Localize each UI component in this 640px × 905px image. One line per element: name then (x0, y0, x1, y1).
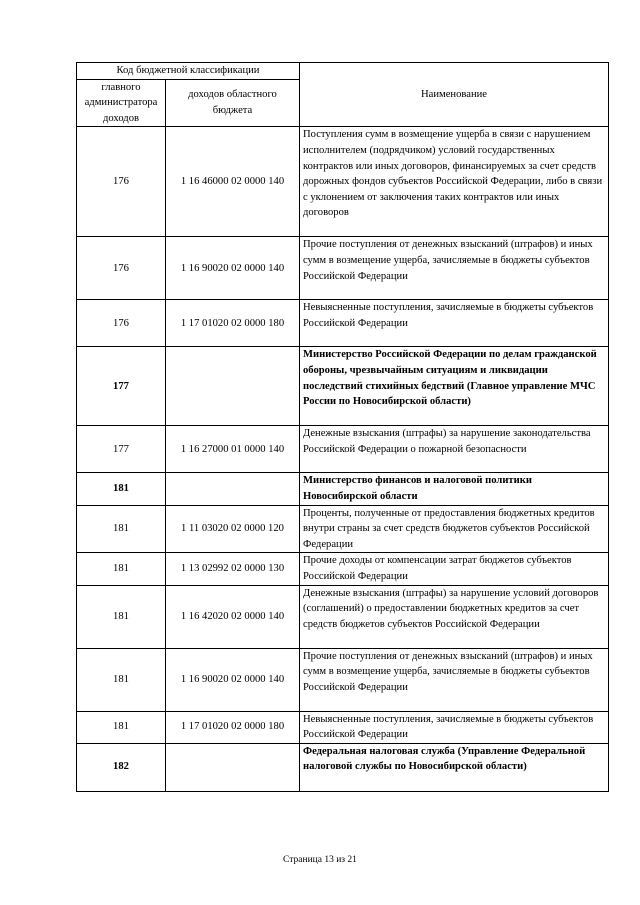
table-row (77, 127, 609, 237)
income-code-cell: 1 13 02992 02 0000 130 (166, 553, 300, 585)
table-row (77, 743, 609, 791)
income-code-cell: 1 11 03020 02 0000 120 (166, 505, 300, 553)
name-cell: Министерство Российской Федерации по делам гражданской обороны, чрезвычайным ситуациям и ликвидации последствий стихийных бедствий (Главное управление МЧС России по Новосибирской области) (300, 347, 609, 426)
name-cell: Прочие доходы от компенсации затрат бюджетов субъектов Российской Федерации (300, 553, 609, 585)
table-row (77, 473, 609, 505)
income-code-cell: 1 16 42020 02 0000 140 (166, 585, 300, 648)
table-row (77, 585, 609, 648)
table-row (77, 426, 609, 473)
income-code-cell (166, 473, 300, 505)
name-cell: Денежные взыскания (штрафы) за нарушение условий договоров (соглашений) о предоставлении бюджетных кредитов за счет средств бюджетов субъектов Российской Федерации (300, 585, 609, 648)
admin-code-cell: 181 (77, 473, 166, 505)
header-name: Наименование (300, 63, 609, 127)
table-row (77, 505, 609, 553)
table-row (77, 237, 609, 300)
income-code-cell: 1 16 90020 02 0000 140 (166, 237, 300, 300)
income-code-cell (166, 347, 300, 426)
name-cell: Проценты, полученные от предоставления бюджетных кредитов внутри страны за счет средств бюджетов субъектов Российской Федерации (300, 505, 609, 553)
header-admin-code: главного администратора доходов (77, 79, 166, 127)
admin-code-cell: 176 (77, 127, 166, 237)
admin-code-cell: 181 (77, 648, 166, 711)
income-code-cell: 1 16 27000 01 0000 140 (166, 426, 300, 473)
table-row (77, 300, 609, 347)
table-row (77, 553, 609, 585)
admin-code-cell: 181 (77, 505, 166, 553)
admin-code-cell: 182 (77, 743, 166, 791)
header-budget-code-group: Код бюджетной классификации (77, 63, 300, 80)
admin-code-cell: 181 (77, 553, 166, 585)
admin-code-cell: 177 (77, 426, 166, 473)
name-cell: Министерство финансов и налоговой политики Новосибирской области (300, 473, 609, 505)
admin-code-cell: 176 (77, 300, 166, 347)
income-code-cell (166, 743, 300, 791)
income-code-cell: 1 16 90020 02 0000 140 (166, 648, 300, 711)
income-code-cell: 1 16 46000 02 0000 140 (166, 127, 300, 237)
table-row (77, 347, 609, 426)
income-code-cell: 1 17 01020 02 0000 180 (166, 711, 300, 743)
table-row (77, 648, 609, 711)
name-cell: Федеральная налоговая служба (Управление Федеральной налоговой службы по Новосибирской области) (300, 743, 609, 791)
name-cell: Невыясненные поступления, зачисляемые в бюджеты субъектов Российской Федерации (300, 300, 609, 347)
name-cell: Поступления сумм в возмещение ущерба в связи с нарушением исполнителем (подрядчиком) условий государственных контрактов или иных договоров, финансируемых за счет средств дорожных фондов субъектов Российской Федерации, либо в связи с уклонением от заключения таких контрактов или иных договоров (300, 127, 609, 237)
admin-code-cell: 176 (77, 237, 166, 300)
name-cell: Невыясненные поступления, зачисляемые в бюджеты субъектов Российской Федерации (300, 711, 609, 743)
page-number: Страница 13 из 21 (283, 855, 357, 865)
table-row (77, 711, 609, 743)
admin-code-cell: 181 (77, 711, 166, 743)
admin-code-cell: 181 (77, 585, 166, 648)
income-code-cell: 1 17 01020 02 0000 180 (166, 300, 300, 347)
budget-classification-table (76, 62, 609, 792)
name-cell: Прочие поступления от денежных взысканий (штрафов) и иных сумм в возмещение ущерба, зачисляемые в бюджеты субъектов Российской Федерации (300, 237, 609, 300)
name-cell: Денежные взыскания (штрафы) за нарушение законодательства Российской Федерации о пожарной безопасности (300, 426, 609, 473)
admin-code-cell: 177 (77, 347, 166, 426)
table-body (77, 127, 609, 791)
header-income-code: доходов областного бюджета (166, 79, 300, 127)
name-cell: Прочие поступления от денежных взысканий (штрафов) и иных сумм в возмещение ущерба, зачисляемые в бюджеты субъектов Российской Федерации (300, 648, 609, 711)
